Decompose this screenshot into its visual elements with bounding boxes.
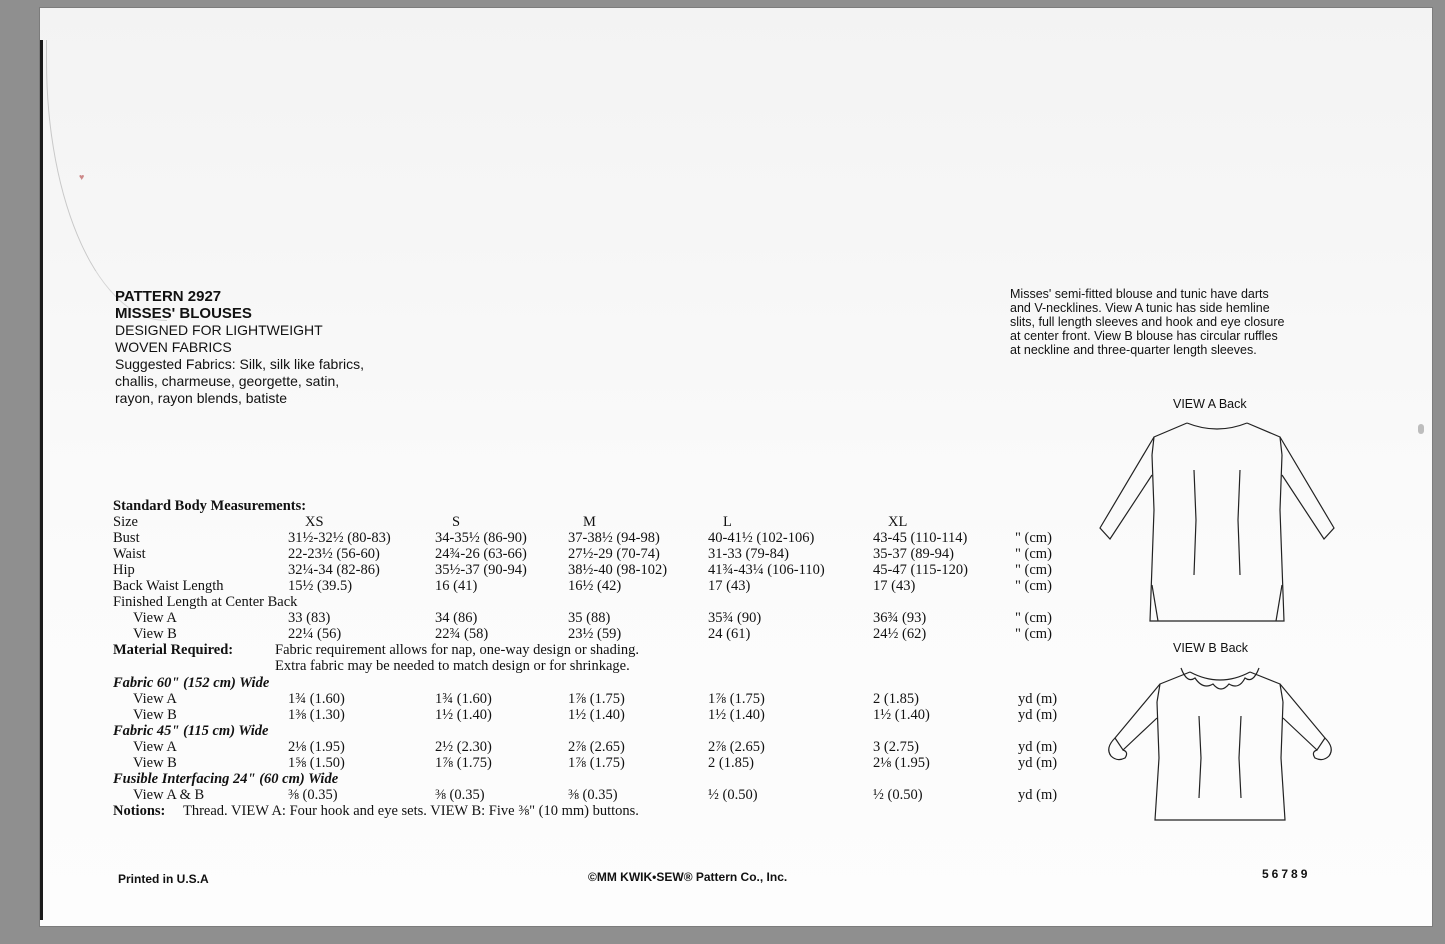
table-cell: 16 (41) xyxy=(435,578,478,594)
table-cell: 2½ (2.30) xyxy=(435,739,492,755)
unit-label: yd (m) xyxy=(1018,755,1058,771)
row-label: View A & B xyxy=(133,787,205,803)
table-row xyxy=(113,739,1113,755)
table-cell: 33 (83) xyxy=(288,610,331,626)
table-cell: 24½ (62) xyxy=(873,626,927,642)
material-note: Fabric requirement allows for nap, one-way design or shading. xyxy=(275,642,640,658)
description-line: at neckline and three-quarter length sleeves. xyxy=(1010,343,1257,357)
mark-icon: ♥ xyxy=(79,172,85,182)
table-row xyxy=(113,562,1113,578)
table-row xyxy=(113,707,1113,723)
size-header: XL xyxy=(888,514,908,530)
view-b-back-drawing xyxy=(1095,658,1345,838)
table-cell: 1⅞ (1.75) xyxy=(435,755,492,771)
table-cell: 1⅞ (1.75) xyxy=(568,755,625,771)
unit-label: yd (m) xyxy=(1018,739,1058,755)
table-row xyxy=(113,610,1113,626)
row-label: Bust xyxy=(113,530,140,546)
pattern-header xyxy=(115,288,364,407)
size-header: L xyxy=(723,514,732,530)
table-cell: 1½ (1.40) xyxy=(708,707,765,723)
size-header: XS xyxy=(305,514,324,530)
table-cell: 2 (1.85) xyxy=(873,691,919,707)
table-cell: 24¾-26 (63-66) xyxy=(435,546,527,562)
size-header: M xyxy=(583,514,596,530)
table-cell: 1⅞ (1.75) xyxy=(568,691,625,707)
row-label: View A xyxy=(133,691,177,707)
table-cell: 34-35½ (86-90) xyxy=(435,530,527,546)
table-cell: 35-37 (89-94) xyxy=(873,546,954,562)
table-row xyxy=(113,530,1113,546)
table-cell: 1⅜ (1.30) xyxy=(288,707,345,723)
row-label: View B xyxy=(133,626,177,642)
table-row xyxy=(113,787,1113,803)
unit-label: yd (m) xyxy=(1018,707,1058,723)
description-line: Misses' semi-fitted blouse and tunic have darts xyxy=(1010,287,1269,301)
table-cell: 1¾ (1.60) xyxy=(435,691,492,707)
row-label: View B xyxy=(133,707,177,723)
table-cell: 2⅛ (1.95) xyxy=(288,739,345,755)
table-cell: 35½-37 (90-94) xyxy=(435,562,527,578)
unit-label: " (cm) xyxy=(1015,562,1052,578)
notions-row xyxy=(113,803,1113,819)
view-b-label: VIEW B Back xyxy=(1173,641,1249,655)
table-cell: 27½-29 (70-74) xyxy=(568,546,660,562)
table-cell: 22¼ (56) xyxy=(288,626,342,642)
size-label: Size xyxy=(113,514,138,530)
measurements-heading: Standard Body Measurements: xyxy=(113,498,307,514)
table-cell: 34 (86) xyxy=(435,610,478,626)
view-a-label: VIEW A Back xyxy=(1173,397,1247,411)
unit-label: " (cm) xyxy=(1015,530,1052,546)
table-cell: 43-45 (110-114) xyxy=(873,530,968,546)
row-label: Hip xyxy=(113,562,135,578)
material-required-row xyxy=(113,642,1113,658)
table-cell: ⅜ (0.35) xyxy=(568,787,618,803)
table-cell: 35 (88) xyxy=(568,610,611,626)
unit-label: " (cm) xyxy=(1015,610,1052,626)
table-cell: 31-33 (79-84) xyxy=(708,546,789,562)
table-cell: 1⅝ (1.50) xyxy=(288,755,345,771)
table-cell: 16½ (42) xyxy=(568,578,622,594)
row-label: Waist xyxy=(113,546,146,562)
view-a-back-drawing xyxy=(1092,415,1342,645)
printed-in-label: Printed in U.S.A xyxy=(118,872,209,886)
finished-length-heading: Finished Length at Center Back xyxy=(113,594,298,610)
table-cell: 3 (2.75) xyxy=(873,739,919,755)
table-cell: 1⅞ (1.75) xyxy=(708,691,765,707)
table-cell: 1½ (1.40) xyxy=(568,707,625,723)
table-cell: 36¾ (93) xyxy=(873,610,927,626)
row-label: View A xyxy=(133,610,177,626)
table-cell: 35¾ (90) xyxy=(708,610,762,626)
copyright-label: ©MM KWIK•SEW® Pattern Co., Inc. xyxy=(588,870,788,884)
header-line: challis, charmeuse, georgette, satin, xyxy=(115,373,340,389)
row-label: Back Waist Length xyxy=(113,578,224,594)
table-cell: 37-38½ (94-98) xyxy=(568,530,660,546)
fabric-group-title: Fabric 45" (115 cm) Wide xyxy=(113,723,269,739)
table-cell: 15½ (39.5) xyxy=(288,578,353,594)
table-cell: 2⅞ (2.65) xyxy=(568,739,625,755)
header-line: rayon, rayon blends, batiste xyxy=(115,390,287,406)
table-cell: 1½ (1.40) xyxy=(873,707,930,723)
table-cell: 31½-32½ (80-83) xyxy=(288,530,391,546)
table-cell: 40-41½ (102-106) xyxy=(708,530,815,546)
table-cell: 38½-40 (98-102) xyxy=(568,562,668,578)
table-row xyxy=(113,578,1113,594)
table-row xyxy=(113,755,1113,771)
description-line: at center front. View B blouse has circular ruffles xyxy=(1010,329,1278,343)
unit-label: " (cm) xyxy=(1015,578,1052,594)
unit-label: " (cm) xyxy=(1015,546,1052,562)
unit-label: yd (m) xyxy=(1018,691,1058,707)
table-row xyxy=(113,626,1113,642)
table-cell: 22¾ (58) xyxy=(435,626,489,642)
envelope-notch xyxy=(1418,424,1424,434)
table-cell: 17 (43) xyxy=(708,578,751,594)
unit-label: " (cm) xyxy=(1015,626,1052,642)
table-cell: 22-23½ (56-60) xyxy=(288,546,380,562)
header-line: Suggested Fabrics: Silk, silk like fabrics, xyxy=(115,356,364,372)
size-header: S xyxy=(452,514,461,530)
table-cell: 45-47 (115-120) xyxy=(873,562,968,578)
notions-label: Notions: xyxy=(113,803,166,819)
table-cell: ½ (0.50) xyxy=(873,787,923,803)
table-cell: 2⅛ (1.95) xyxy=(873,755,930,771)
table-cell: 23½ (59) xyxy=(568,626,622,642)
unit-label: yd (m) xyxy=(1018,787,1058,803)
row-label: View B xyxy=(133,755,177,771)
size-row xyxy=(113,514,1113,530)
fabric-group-title: Fusible Interfacing 24" (60 cm) Wide xyxy=(113,771,339,787)
description-line: slits, full length sleeves and hook and eye closure xyxy=(1010,315,1285,329)
table-cell: 2 (1.85) xyxy=(708,755,754,771)
pattern-title: MISSES' BLOUSES xyxy=(115,305,252,322)
notions-text: Thread. VIEW A: Four hook and eye sets. VIEW B: Five ⅜" (10 mm) buttons. xyxy=(183,803,639,819)
header-line: WOVEN FABRICS xyxy=(115,339,232,355)
table-row xyxy=(113,691,1113,707)
table-cell: 17 (43) xyxy=(873,578,916,594)
pattern-code: 56789 xyxy=(1262,867,1311,881)
description-line: and V-necklines. View A tunic has side hemline xyxy=(1010,301,1270,315)
table-cell: 1½ (1.40) xyxy=(435,707,492,723)
table-cell: 41¾-43¼ (106-110) xyxy=(708,562,825,578)
fabric-group-title: Fabric 60" (152 cm) Wide xyxy=(113,675,270,691)
pattern-number: PATTERN 2927 xyxy=(115,288,222,305)
header-line: DESIGNED FOR LIGHTWEIGHT xyxy=(115,322,323,338)
table-cell: 1¾ (1.60) xyxy=(288,691,345,707)
table-cell: ⅜ (0.35) xyxy=(288,787,338,803)
material-note: Extra fabric may be needed to match design or for shrinkage. xyxy=(275,658,630,674)
table-cell: ½ (0.50) xyxy=(708,787,758,803)
table-cell: 24 (61) xyxy=(708,626,751,642)
table-cell: ⅜ (0.35) xyxy=(435,787,485,803)
table-row xyxy=(113,546,1113,562)
pattern-description xyxy=(1010,287,1330,357)
material-heading: Material Required: xyxy=(113,642,234,658)
row-label: View A xyxy=(133,739,177,755)
table-cell: 2⅞ (2.65) xyxy=(708,739,765,755)
table-cell: 32¼-34 (82-86) xyxy=(288,562,380,578)
